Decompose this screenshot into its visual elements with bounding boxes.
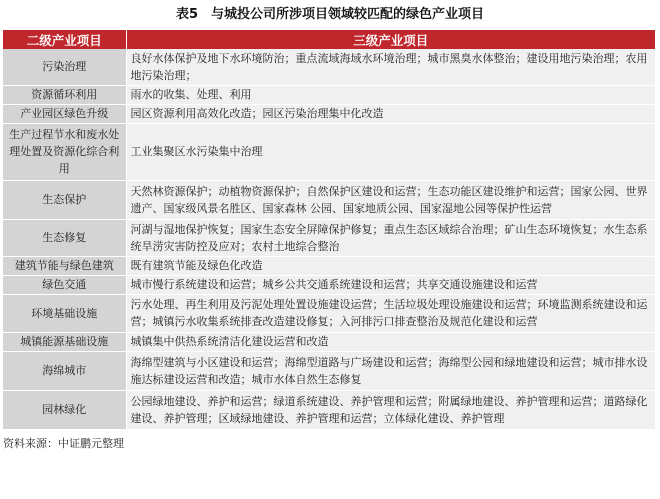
table-row bbox=[3, 390, 655, 429]
items-cell: 河湖与湿地保护恢复；国家生态安全屏障保护修复；重点生态区域综合治理；矿山生态环境恢复；水生态系统旱涝灾害防控及应对；农村土地综合整治 bbox=[126, 219, 655, 256]
items-cell: 海绵型建筑与小区建设和运营；海绵型道路与广场建设和运营；海绵型公园和绿地建设和运营；城市排水设施达标建设运营和改造；城市水体自然生态修复 bbox=[126, 351, 655, 390]
table-row bbox=[3, 123, 655, 180]
source-note: 资料来源：中证鹏元整理 bbox=[3, 436, 124, 450]
items-cell: 污水处理、再生利用及污泥处理处置设施建设运营；生活垃圾处理设施建设和运营；环境监测系统建设和运营；城镇污水收集系统排查改造建设修复；入河排污口排查整治及规范化建设和运营 bbox=[126, 294, 655, 332]
table-row bbox=[3, 85, 655, 104]
category-cell: 生产过程节水和废水处理处置及资源化综合利用 bbox=[3, 123, 126, 180]
header-level3: 三级产业项目 bbox=[126, 30, 655, 49]
table-title: 表5 与城投公司所涉项目领域较匹配的绿色产业项目 bbox=[175, 7, 485, 22]
table-row bbox=[3, 180, 655, 219]
table-row bbox=[3, 104, 655, 123]
category-cell: 绿色交通 bbox=[3, 275, 126, 294]
table-row bbox=[3, 351, 655, 390]
category-cell: 建筑节能与绿色建筑 bbox=[3, 256, 126, 275]
table-header-row bbox=[3, 30, 655, 49]
table-row bbox=[3, 219, 655, 256]
items-cell: 园区资源利用高效化改造；园区污染治理集中化改造 bbox=[126, 104, 655, 123]
category-cell: 污染治理 bbox=[3, 49, 126, 85]
category-cell: 资源循环利用 bbox=[3, 85, 126, 104]
table-row bbox=[3, 294, 655, 332]
table-row bbox=[3, 275, 655, 294]
items-cell: 天然林资源保护；动植物资源保护；自然保护区建设和运营；生态功能区建设维护和运营；国家公园、世界遗产、国家级风景名胜区、国家森林 公园、国家地质公园、国家湿地公园等保护性运营 bbox=[126, 180, 655, 219]
green-industry-table bbox=[3, 30, 655, 430]
header-level2: 二级产业项目 bbox=[3, 30, 126, 49]
items-cell: 良好水体保护及地下水环境防治；重点流域海域水环境治理；城市黑臭水体整治；建设用地污染治理；农用地污染治理； bbox=[126, 49, 655, 85]
table-row bbox=[3, 256, 655, 275]
category-cell: 产业园区绿色升级 bbox=[3, 104, 126, 123]
table-row bbox=[3, 332, 655, 351]
items-cell: 公园绿地建设、养护和运营；绿道系统建设、养护管理和运营；附属绿地建设、养护管理和运营；道路绿化建设、养护管理；区域绿地建设、养护管理和运营；立体绿化建设、养护管理 bbox=[126, 390, 655, 429]
items-cell: 城市慢行系统建设和运营；城乡公共交通系统建设和运营；共享交通设施建设和运营 bbox=[126, 275, 655, 294]
items-cell: 城镇集中供热系统清洁化建设运营和改造 bbox=[126, 332, 655, 351]
category-cell: 环境基础设施 bbox=[3, 294, 126, 332]
items-cell: 工业集聚区水污染集中治理 bbox=[126, 123, 655, 180]
items-cell: 既有建筑节能及绿色化改造 bbox=[126, 256, 655, 275]
table-row bbox=[3, 49, 655, 85]
items-cell: 雨水的收集、处理、利用 bbox=[126, 85, 655, 104]
category-cell: 生态修复 bbox=[3, 219, 126, 256]
category-cell: 园林绿化 bbox=[3, 390, 126, 429]
category-cell: 生态保护 bbox=[3, 180, 126, 219]
category-cell: 城镇能源基础设施 bbox=[3, 332, 126, 351]
category-cell: 海绵城市 bbox=[3, 351, 126, 390]
